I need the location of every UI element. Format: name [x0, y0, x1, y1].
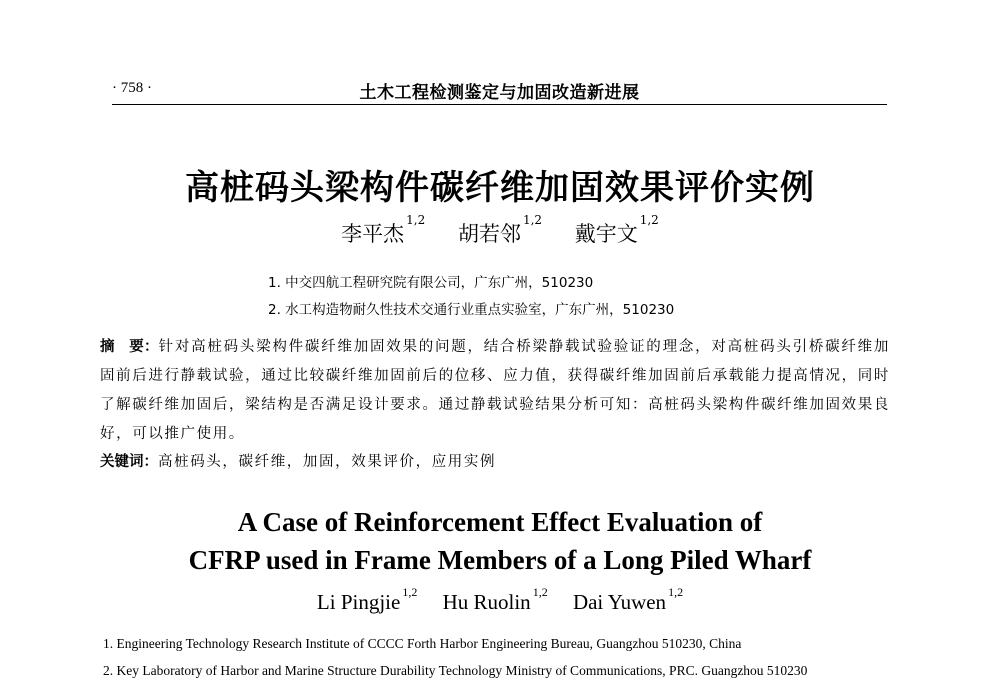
author-affiliation-marker: 1,2 — [406, 213, 426, 227]
chinese-affiliations — [268, 270, 674, 324]
author-affiliation-marker: 1,2 — [532, 585, 548, 599]
keywords-label: 关键词： — [100, 454, 158, 470]
keywords-text: 高桩码头，碳纤维，加固，效果评价，应用实例 — [158, 454, 497, 470]
author-affiliation-marker: 1,2 — [402, 585, 418, 599]
english-affiliations — [103, 630, 807, 684]
english-author — [572, 585, 684, 614]
author-name: 戴宇文 — [574, 222, 638, 246]
english-title — [0, 503, 1000, 579]
affiliation-line: 2. 水工构造物耐久性技术交通行业重点实验室，广东广州，510230 — [268, 302, 675, 318]
chinese-author — [457, 213, 543, 246]
page-header — [112, 78, 887, 105]
affiliation-line: 1. Engineering Technology Research Institute of CCCC Forth Harbor Engineering Bureau, Guangzhou 510230, China — [103, 636, 742, 651]
chinese-authors — [0, 213, 1000, 248]
english-title-line: A Case of Reinforcement Effect Evaluation of — [237, 507, 763, 537]
author-affiliation-marker: 1,2 — [522, 213, 543, 227]
chinese-keywords — [100, 450, 890, 471]
abstract-label: 摘 要： — [100, 339, 159, 355]
chinese-author — [341, 213, 426, 246]
chinese-author — [574, 213, 659, 246]
author-name: 胡若邻 — [457, 222, 521, 246]
chinese-abstract — [100, 333, 890, 449]
author-name: Hu Ruolin — [442, 590, 531, 614]
chinese-title: 高桩码头梁构件碳纤维加固效果评价实例 — [185, 168, 815, 208]
author-name: Dai Yuwen — [572, 590, 667, 614]
affiliation-line: 2. Key Laboratory of Harbor and Marine Structure Durability Technology Ministry of Communications, PRC. Guangzhou 510230 — [103, 663, 808, 678]
author-name: Li Pingjie — [316, 590, 401, 614]
journal-title: 土木工程检测鉴定与加固改造新进展 — [359, 83, 640, 103]
english-authors — [0, 585, 1000, 615]
page-number: · 758 · — [112, 80, 152, 96]
english-author — [316, 585, 418, 614]
english-title-line: CFRP used in Frame Members of a Long Piled Wharf — [188, 545, 812, 575]
english-author — [442, 585, 548, 614]
author-affiliation-marker: 1,2 — [668, 585, 684, 599]
abstract-text: 针对高桩码头梁构件碳纤维加固效果的问题，结合桥梁静载试验验证的理念，对高桩码头引桥碳纤维加固前后进行静载试验，通过比较碳纤维加固前后的位移、应力值，获得碳纤维加固前后承载能力提高情况，同时了解碳纤维加固后，梁结构是否满足设计要求。通过静载试验结果分析可知：高桩码头梁构件碳纤维加固效果良好，可以推广使用。 — [100, 339, 890, 442]
affiliation-line: 1. 中交四航工程研究院有限公司，广东广州，510230 — [268, 275, 594, 291]
author-affiliation-marker: 1,2 — [639, 213, 659, 227]
author-name: 李平杰 — [341, 222, 405, 246]
